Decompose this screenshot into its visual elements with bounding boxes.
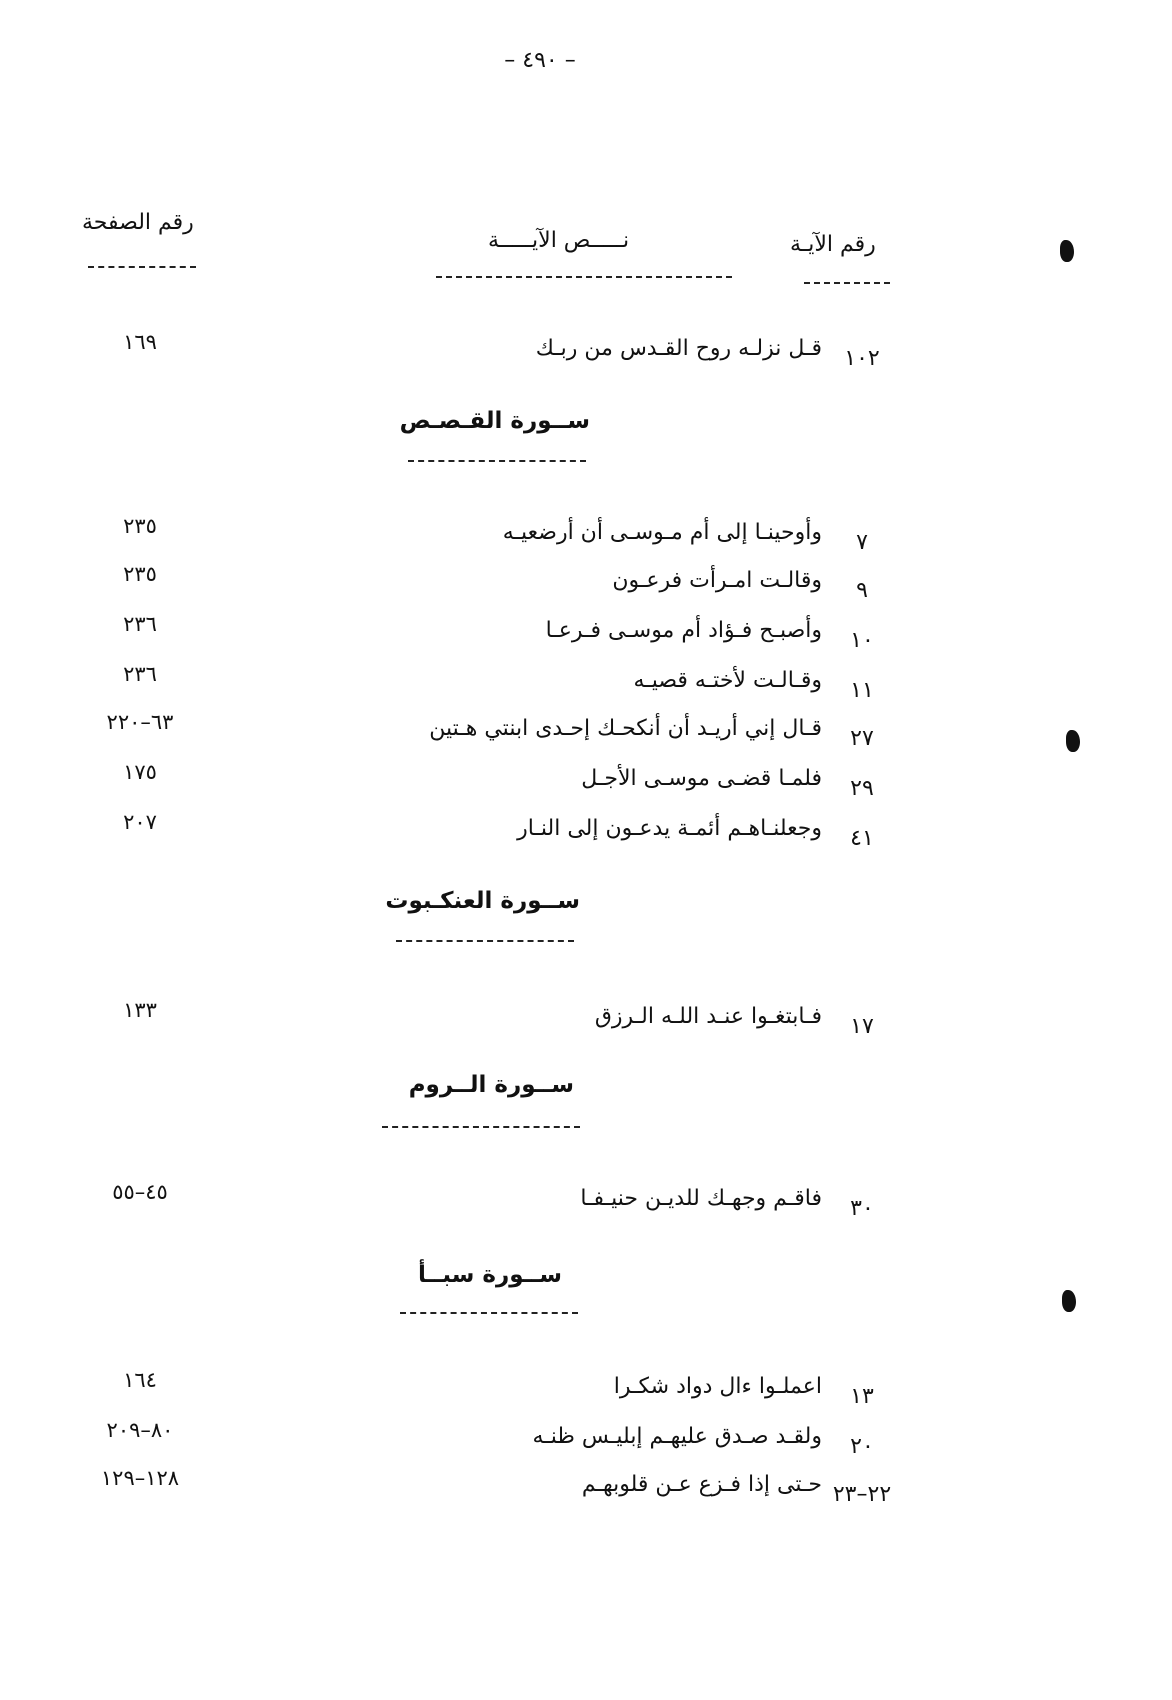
surah-title: ســورة القـصـص (399, 408, 590, 434)
table-row (0, 562, 1172, 608)
surah-title-underline (396, 940, 574, 942)
table-row (0, 710, 1172, 756)
table-row (0, 1180, 1172, 1226)
verse-number: ١٧ (850, 1014, 874, 1039)
surah-title-underline (400, 1312, 578, 1314)
page-reference: ١٧٥ (123, 760, 157, 784)
verse-number: ٢٩ (850, 776, 874, 801)
verse-text: فاقـم وجهـك للديـن حنيـفـا (580, 1186, 822, 1211)
verse-text: قـال إني أريـد أن أنكحـك إحـدى ابنتي هـتين (429, 716, 822, 741)
page-number: – ٤٩٠ – (504, 48, 576, 73)
verse-text: وأصبـح فـؤاد أم موسـى فـرعـا (545, 618, 822, 643)
header-verse-number: رقم الآيـة (790, 232, 876, 257)
verse-number: ٢٢–٢٣ (832, 1482, 892, 1507)
verse-number: ٤١ (850, 826, 874, 851)
binding-hole-mark (1066, 730, 1080, 752)
surah-title-underline (382, 1126, 580, 1128)
verse-text: وأوحينـا إلى أم مـوسـى أن أرضعيـه (502, 520, 822, 545)
page-reference: ٢٣٥ (123, 514, 157, 538)
table-row (0, 662, 1172, 708)
verse-number: ١٣ (850, 1384, 874, 1409)
page-reference: ١٦٩ (123, 330, 157, 354)
page-reference: ٢٠٧ (123, 810, 157, 834)
page-reference: ١٦٤ (123, 1368, 157, 1392)
table-row (0, 612, 1172, 658)
page-reference: ٢٣٦ (123, 662, 157, 686)
verse-text: وقـالـت لأختـه قصيـه (633, 668, 822, 693)
verse-text: اعملـوا ءال دواد شكـرا (613, 1374, 822, 1399)
table-row (0, 998, 1172, 1044)
binding-hole-mark (1062, 1290, 1076, 1312)
verse-text: فلمـا قضـى موسـى الأجـل (581, 766, 822, 791)
page-reference: ٦٣–٢٢٠ (106, 710, 174, 734)
table-row (0, 810, 1172, 856)
header-verse-number-underline (804, 282, 890, 284)
page-reference: ٢٣٥ (123, 562, 157, 586)
verse-text: وجعلنـاهـم أئمـة يدعـون إلى النـار (517, 816, 822, 841)
header-page-number: رقم الصفحة (82, 210, 194, 235)
verse-number: ٢٧ (850, 726, 874, 751)
page-reference: ٢٣٦ (123, 612, 157, 636)
verse-number: ١٠٢ (844, 346, 880, 371)
table-row (0, 1466, 1172, 1512)
verse-number: ٩ (856, 578, 868, 603)
header-verse-underline (436, 276, 732, 278)
verse-text: فـابتغـوا عنـد اللـه الـرزق (594, 1004, 822, 1029)
verse-number: ٢٠ (850, 1434, 874, 1459)
table-row (0, 1368, 1172, 1414)
surah-title: ســورة العنكـبوت (385, 888, 580, 914)
verse-text: وقالـت امـرأت فرعـون (612, 568, 822, 593)
binding-hole-mark (1060, 240, 1074, 262)
verse-text: قـل نزلـه روح القـدس من ربـك (535, 336, 822, 361)
verse-text: حـتى إذا فـزع عـن قلوبهـم (581, 1472, 822, 1497)
verse-number: ٣٠ (850, 1196, 874, 1221)
surah-title-underline (408, 460, 586, 462)
surah-title: ســورة سبــأ (418, 1262, 562, 1288)
page-reference: ٤٥–٥٥ (112, 1180, 168, 1204)
page-reference: ١٢٨–١٢٩ (100, 1466, 180, 1490)
table-row (0, 330, 1172, 376)
header-page-underline (88, 266, 196, 268)
verse-text: ولقـد صـدق عليهـم إبليـس ظنـه (532, 1424, 822, 1449)
table-row (0, 760, 1172, 806)
page-reference: ٨٠–٢٠٩ (106, 1418, 174, 1442)
verse-number: ١٠ (850, 628, 874, 653)
header-verse-text: نـــــص الآيـــــة (488, 228, 630, 253)
surah-title: ســورة الــروم (408, 1072, 574, 1098)
table-row (0, 514, 1172, 560)
verse-number: ٧ (856, 530, 868, 555)
page-reference: ١٣٣ (123, 998, 157, 1022)
table-row (0, 1418, 1172, 1464)
verse-number: ١١ (850, 678, 874, 703)
